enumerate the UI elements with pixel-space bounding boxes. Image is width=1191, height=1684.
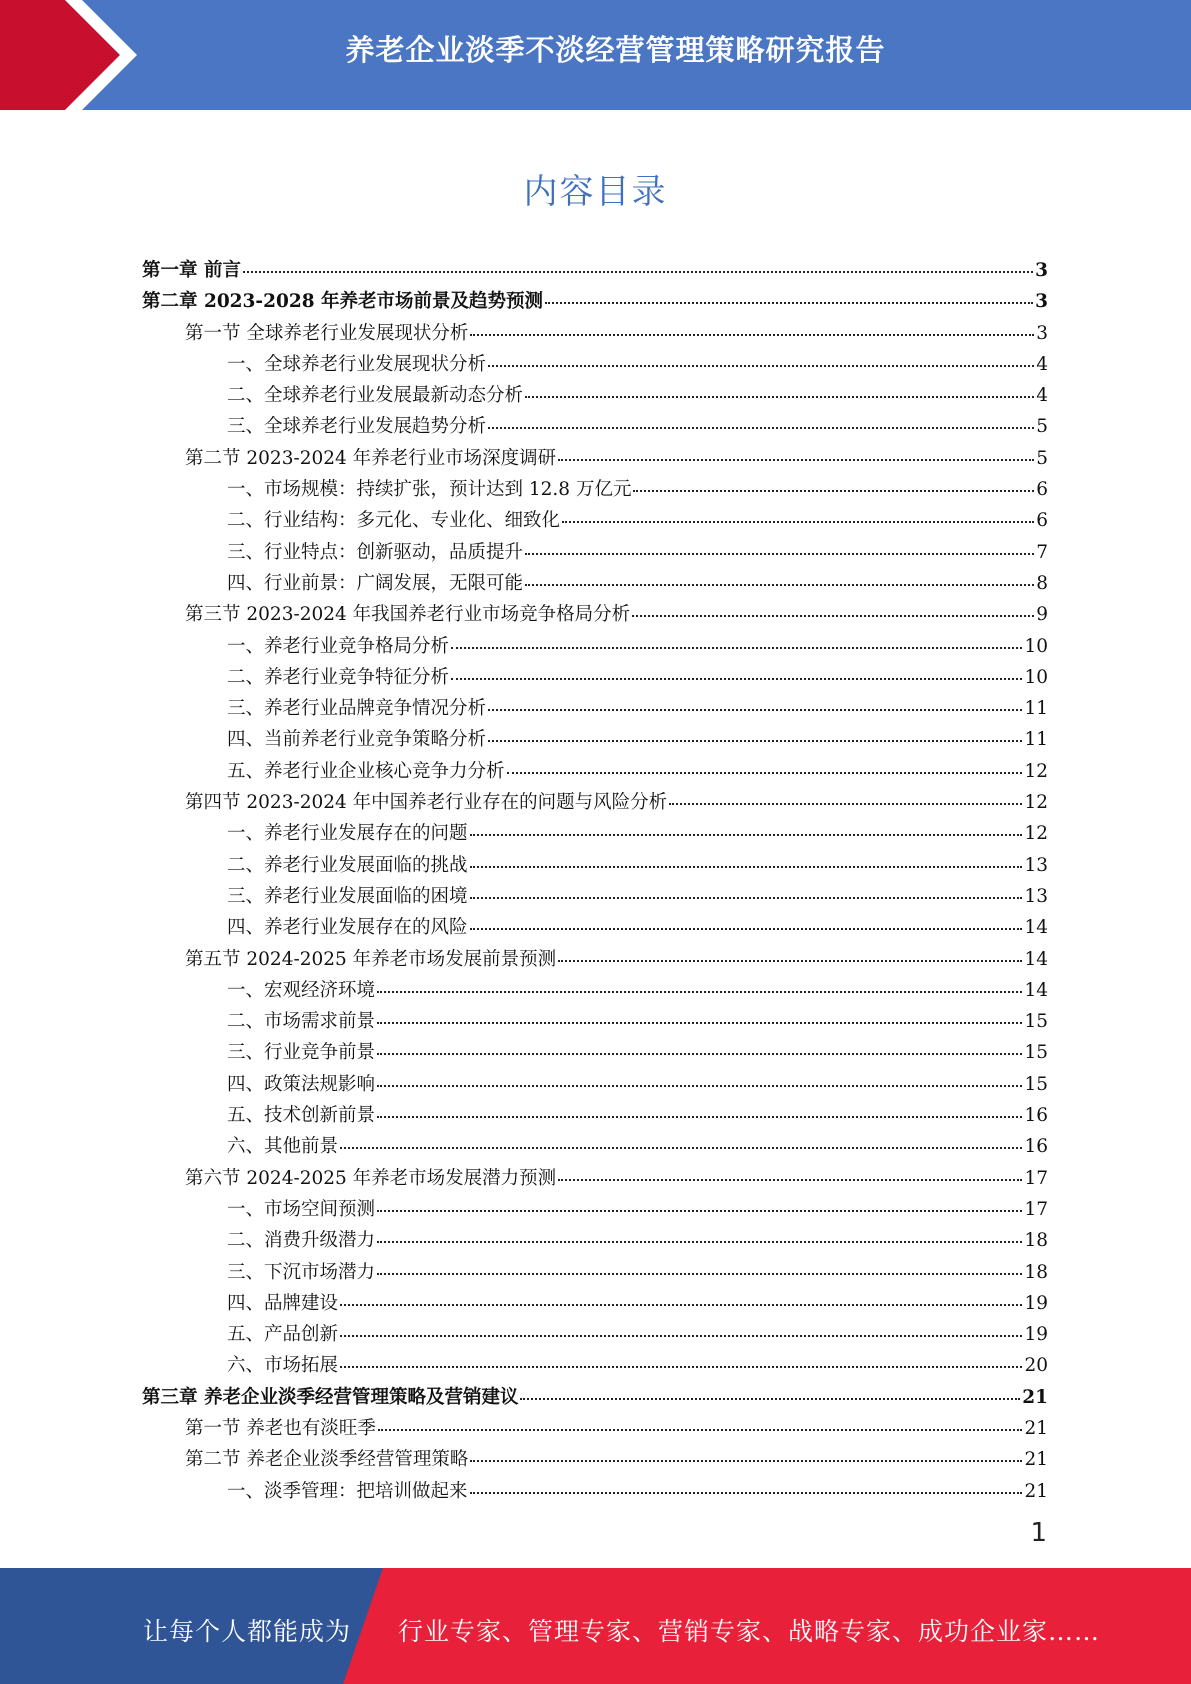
toc-entry-label: 一、全球养老行业发展现状分析 (227, 353, 487, 375)
toc-dot-leader (470, 897, 1023, 899)
toc-dot-leader (377, 1241, 1022, 1243)
toc-dot-leader (377, 1273, 1022, 1275)
toc-dot-leader (558, 1179, 1022, 1181)
toc-entry-label: 第二节 养老企业淡季经营管理策略 (185, 1449, 469, 1471)
toc-entry-label: 五、技术创新前景 (227, 1105, 376, 1127)
toc-entry-label: 六、其他前景 (227, 1136, 339, 1158)
toc-dot-leader (488, 709, 1022, 711)
toc-dot-leader (243, 271, 1033, 273)
toc-entry-label: 二、养老行业竞争特征分析 (227, 666, 450, 688)
toc-entry[interactable] (142, 318, 1048, 349)
toc-entry-label: 三、养老行业品牌竞争情况分析 (227, 698, 487, 720)
toc-entry[interactable] (142, 1257, 1048, 1288)
toc-entry-page: 14 (1024, 917, 1048, 939)
toc-dot-leader (470, 1460, 1022, 1462)
toc-entry-page: 20 (1024, 1355, 1048, 1377)
toc-dot-leader (377, 1022, 1022, 1024)
toc-entry[interactable] (142, 349, 1048, 380)
toc-entry[interactable] (142, 818, 1048, 849)
toc-entry-label: 四、养老行业发展存在的风险 (227, 917, 468, 939)
toc-entry-label: 四、当前养老行业竞争策略分析 (227, 729, 487, 751)
toc-entry[interactable] (142, 1037, 1048, 1068)
toc-dot-leader (377, 1053, 1022, 1055)
toc-entry-label: 三、行业竞争前景 (227, 1042, 376, 1064)
toc-entry-page: 4 (1036, 353, 1048, 375)
toc-dot-leader (632, 615, 1034, 617)
toc-entry-label: 一、市场规模：持续扩张，预计达到 12.8 万亿元 (227, 479, 632, 501)
toc-entry-page: 19 (1024, 1324, 1048, 1346)
toc-entry[interactable] (142, 1476, 1048, 1507)
toc-entry[interactable] (142, 662, 1048, 693)
toc-entry-page: 6 (1036, 510, 1048, 532)
toc-entry-label: 一、市场空间预测 (227, 1198, 376, 1220)
toc-entry-label: 第三节 2023-2024 年我国养老行业市场竞争格局分析 (185, 604, 631, 626)
report-title: 养老企业淡季不淡经营管理策略研究报告 (345, 33, 886, 67)
toc-dot-leader (488, 365, 1034, 367)
toc-entry-page: 8 (1036, 572, 1048, 594)
toc-entry-label: 四、品牌建设 (227, 1292, 339, 1314)
toc-entry-page: 15 (1024, 1011, 1048, 1033)
toc-entry-page: 10 (1024, 635, 1048, 657)
toc-entry-label: 四、政策法规影响 (227, 1073, 376, 1095)
toc-entry-label: 三、行业特点：创新驱动，品质提升 (227, 541, 524, 563)
toc-dot-leader (470, 866, 1023, 868)
toc-entry-label: 第四节 2023-2024 年中国养老行业存在的问题与风险分析 (185, 792, 668, 814)
toc-dot-leader (377, 1210, 1022, 1212)
toc-entry-page: 18 (1024, 1261, 1048, 1283)
toc-entry[interactable] (142, 1131, 1048, 1162)
toc-dot-leader (525, 584, 1034, 586)
toc-entry-label: 第六节 2024-2025 年养老市场发展潜力预测 (185, 1167, 557, 1189)
toc-entry-label: 第一节 养老也有淡旺季 (185, 1417, 376, 1439)
toc-entry-label: 一、淡季管理：把培训做起来 (227, 1480, 468, 1502)
toc-entry-label: 一、宏观经济环境 (227, 979, 376, 1001)
toc-entry-page: 6 (1036, 479, 1048, 501)
toc-entry-page: 15 (1024, 1073, 1048, 1095)
toc-entry[interactable] (142, 474, 1048, 505)
toc-entry-label: 三、全球养老行业发展趋势分析 (227, 416, 487, 438)
toc-entry[interactable] (142, 1194, 1048, 1225)
toc-entry-page: 12 (1024, 760, 1048, 782)
toc-entry-page: 5 (1036, 447, 1048, 469)
toc-entry[interactable] (142, 912, 1048, 943)
toc-dot-leader (340, 1304, 1022, 1306)
toc-entry-label: 一、养老行业竞争格局分析 (227, 635, 450, 657)
toc-dot-leader (558, 960, 1022, 962)
toc-entry-label: 第二节 2023-2024 年养老行业市场深度调研 (185, 447, 557, 469)
toc-entry-page: 16 (1024, 1136, 1048, 1158)
toc-entry[interactable] (142, 568, 1048, 599)
toc-entry-page: 16 (1024, 1105, 1048, 1127)
toc-entry-label: 三、养老行业发展面临的困境 (227, 885, 468, 907)
toc-dot-leader (488, 427, 1034, 429)
toc-entry[interactable] (142, 411, 1048, 442)
toc-entry[interactable] (142, 1350, 1048, 1381)
toc-dot-leader (525, 396, 1034, 398)
toc-entry-label: 第三章 养老企业淡季经营管理策略及营销建议 (142, 1386, 519, 1408)
toc-entry[interactable] (142, 1444, 1048, 1475)
toc-dot-leader (470, 834, 1023, 836)
toc-entry-label: 三、下沉市场潜力 (227, 1261, 376, 1283)
toc-entry[interactable] (142, 1413, 1048, 1444)
footer-slogan-left: 让每个人都能成为 (143, 1617, 352, 1646)
toc-entry[interactable] (142, 975, 1048, 1006)
toc-entry-label: 二、全球养老行业发展最新动态分析 (227, 385, 524, 407)
toc-entry[interactable] (142, 944, 1048, 975)
toc-dot-leader (488, 740, 1022, 742)
toc-entry-page: 21 (1024, 1449, 1048, 1471)
toc-entry[interactable] (142, 724, 1048, 755)
toc-dot-leader (451, 678, 1022, 680)
toc-entry-page: 4 (1036, 385, 1048, 407)
toc-entry-page: 3 (1035, 291, 1048, 313)
toc-entry-label: 第二章 2023-2028 年养老市场前景及趋势预测 (142, 291, 544, 313)
toc-entry-page: 11 (1024, 729, 1048, 751)
toc-entry-page: 13 (1024, 854, 1048, 876)
toc-entry-page: 17 (1024, 1198, 1048, 1220)
toc-entry[interactable] (142, 505, 1048, 536)
toc-dot-leader (377, 991, 1022, 993)
toc-entry-page: 7 (1036, 541, 1048, 563)
toc-entry[interactable] (142, 1069, 1048, 1100)
toc-entry-label: 六、市场拓展 (227, 1355, 339, 1377)
toc-dot-leader (340, 1147, 1022, 1149)
toc-entry-page: 9 (1036, 604, 1048, 626)
toc-entry-page: 21 (1022, 1386, 1048, 1408)
toc-entry-label: 一、养老行业发展存在的问题 (227, 823, 468, 845)
toc-entry-page: 14 (1024, 948, 1048, 970)
toc-dot-leader (545, 302, 1033, 304)
toc-entry-label: 第一章 前言 (142, 260, 241, 281)
toc-entry-page: 17 (1024, 1167, 1048, 1189)
toc-entry-page: 21 (1024, 1480, 1048, 1502)
toc-entry-page: 21 (1024, 1417, 1048, 1439)
toc-entry-label: 第五节 2024-2025 年养老市场发展前景预测 (185, 948, 557, 970)
toc-entry[interactable] (142, 599, 1048, 630)
toc-entry[interactable] (142, 380, 1048, 411)
toc-heading: 内容目录 (523, 172, 668, 212)
toc-dot-leader (525, 553, 1034, 555)
toc-dot-leader (378, 1429, 1023, 1431)
toc-entry[interactable] (142, 1288, 1048, 1319)
toc-dot-leader (633, 490, 1034, 492)
toc-entry[interactable] (142, 631, 1048, 662)
toc-dot-leader (340, 1366, 1022, 1368)
toc-entry-page: 18 (1024, 1230, 1048, 1252)
header-banner (0, 0, 1191, 110)
toc-entry[interactable] (142, 1225, 1048, 1256)
toc-entry-label: 五、产品创新 (227, 1324, 339, 1346)
toc-dot-leader (562, 521, 1034, 523)
table-of-contents (142, 255, 1048, 1507)
footer-banner (0, 1568, 1191, 1684)
toc-entry-page: 3 (1035, 260, 1048, 281)
toc-entry[interactable] (142, 255, 1048, 286)
toc-dot-leader (507, 772, 1023, 774)
toc-entry-page: 10 (1024, 666, 1048, 688)
toc-dot-leader (470, 1492, 1023, 1494)
toc-entry[interactable] (142, 756, 1048, 787)
toc-entry-page: 14 (1024, 979, 1048, 1001)
toc-entry[interactable] (142, 537, 1048, 568)
toc-entry-page: 19 (1024, 1292, 1048, 1314)
toc-entry-label: 二、养老行业发展面临的挑战 (227, 854, 468, 876)
toc-entry-label: 二、消费升级潜力 (227, 1230, 376, 1252)
toc-dot-leader (669, 803, 1022, 805)
toc-entry-label: 第一节 全球养老行业发展现状分析 (185, 322, 469, 344)
toc-entry-label: 四、行业前景：广阔发展，无限可能 (227, 572, 524, 594)
toc-entry[interactable] (142, 1163, 1048, 1194)
toc-entry-page: 11 (1024, 698, 1048, 720)
toc-entry[interactable] (142, 881, 1048, 912)
toc-entry[interactable] (142, 1006, 1048, 1037)
toc-dot-leader (377, 1085, 1022, 1087)
toc-entry-label: 二、市场需求前景 (227, 1011, 376, 1033)
toc-entry[interactable] (142, 850, 1048, 881)
toc-entry-page: 15 (1024, 1042, 1048, 1064)
toc-entry[interactable] (142, 443, 1048, 474)
toc-entry-page: 12 (1024, 823, 1048, 845)
toc-entry[interactable] (142, 286, 1048, 317)
toc-entry-page: 5 (1036, 416, 1048, 438)
page-number: 1 (1030, 1518, 1047, 1548)
toc-dot-leader (451, 647, 1022, 649)
toc-entry-label: 二、行业结构：多元化、专业化、细致化 (227, 510, 561, 532)
toc-entry[interactable] (142, 787, 1048, 818)
toc-entry[interactable] (142, 1382, 1048, 1413)
footer-slogan-right: 行业专家、管理专家、营销专家、战略专家、成功企业家…… (398, 1617, 1101, 1646)
toc-dot-leader (377, 1116, 1022, 1118)
toc-dot-leader (340, 1335, 1022, 1337)
toc-entry[interactable] (142, 1319, 1048, 1350)
toc-dot-leader (470, 334, 1034, 336)
toc-entry-page: 13 (1024, 885, 1048, 907)
toc-entry[interactable] (142, 693, 1048, 724)
toc-entry[interactable] (142, 1100, 1048, 1131)
toc-dot-leader (520, 1398, 1020, 1400)
toc-entry-page: 12 (1024, 792, 1048, 814)
toc-entry-page: 3 (1036, 322, 1048, 344)
toc-entry-label: 五、养老行业企业核心竞争力分析 (227, 760, 505, 782)
toc-dot-leader (470, 928, 1023, 930)
toc-dot-leader (558, 459, 1034, 461)
